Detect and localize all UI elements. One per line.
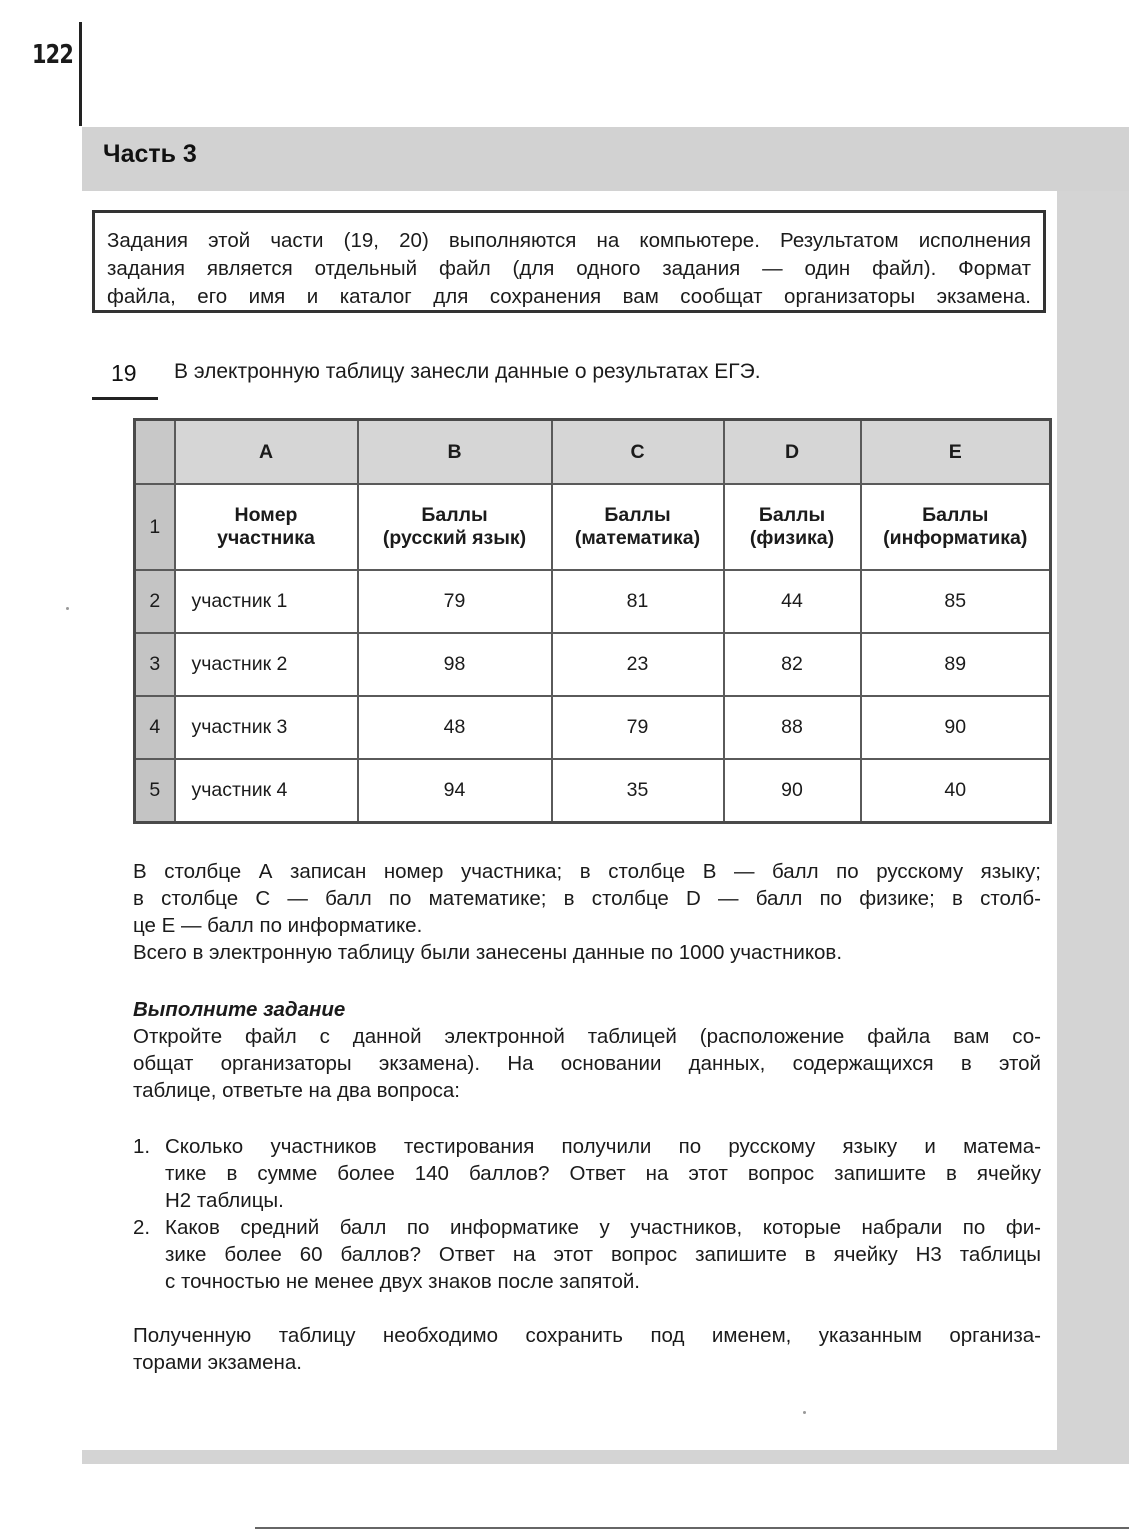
text-line: H2 таблицы. [165,1189,284,1212]
table-cell: 98 [358,633,552,696]
table-cell: 94 [358,759,552,823]
header-line: (математика) [574,527,701,549]
header-line: (информатика) [883,527,1028,549]
table-cell [552,484,724,570]
instruction-box [92,210,1046,313]
table-row [135,484,1051,570]
text-line: в столбце С — балл по математике; в столбце D — балл по физике; в столб- [133,887,1041,910]
task-number: 19 [111,360,137,386]
section-header-band [82,127,1129,191]
table-row [135,570,1051,633]
question-number: 1. [133,1135,151,1158]
table-cell [358,484,552,570]
row-number: 3 [135,633,175,696]
table-cell: 79 [358,570,552,633]
table-cell: 81 [552,570,724,633]
text-line: общат организаторы экзамена). На основании данных, содержащихся в этой [133,1052,1041,1075]
text-line: тике в сумме более 140 баллов? Ответ на этот вопрос запишите в ячейку [165,1162,1041,1185]
spreadsheet-table [133,418,1052,824]
row-number: 2 [135,570,175,633]
text-line: В столбце А записан номер участника; в столбце В — балл по русскому языку; [133,860,1041,883]
table-cell: 79 [552,696,724,759]
table-cell: 40 [861,759,1051,823]
text-line: Каков средний балл по информатике у участников, которые набрали по фи- [165,1216,1041,1239]
header-line: участника [217,527,315,549]
question-item [133,1133,1041,1214]
table-cell: участник 4 [175,759,358,823]
header-line: Баллы [604,504,671,526]
table-row [135,696,1051,759]
table-cell: 35 [552,759,724,823]
column-header: C [552,420,724,485]
table-cell: 82 [724,633,861,696]
text-line: Откройте файл с данной электронной таблицей (расположение файла вам со- [133,1025,1041,1048]
table-cell: 85 [861,570,1051,633]
header-line: (физика) [749,527,835,549]
table-cell [724,484,861,570]
instruction-line: Задания этой части (19, 20) выполняются на компьютере. Результатом исполнения [107,229,1031,252]
scan-speck [803,1411,806,1414]
text-line: Всего в электронную таблицу были занесены данные по 1000 участников. [133,941,843,964]
row-number: 1 [135,484,175,570]
instruction-line: файла, его имя и каталог для сохранения вам сообщат организаторы экзамена. [107,285,1031,308]
table-cell: участник 2 [175,633,358,696]
row-number: 4 [135,696,175,759]
header-line: Номер [234,504,298,526]
text-line: зике более 60 баллов? Ответ на этот вопрос запишите в ячейку H3 таблицы [165,1243,1041,1266]
header-line: Баллы [922,504,989,526]
table-cell: 23 [552,633,724,696]
column-header: D [724,420,861,485]
bottom-rule [255,1527,1129,1529]
closing-note [133,1322,1041,1376]
table-cell [861,484,1051,570]
task-intro: В электронную таблицу занесли данные о результатах ЕГЭ. [174,360,761,383]
row-number: 5 [135,759,175,823]
page-number: 122 [32,40,74,70]
assignment-block [133,996,1041,1104]
text-line: це Е — балл по информатике. [133,914,423,937]
corner-cell [135,420,175,485]
table-cell: 88 [724,696,861,759]
column-description [133,858,1041,966]
text-line: торами экзамена. [133,1351,302,1374]
column-header: E [861,420,1051,485]
instruction-line: задания является отдельный файл (для одного задания — один файл). Формат [107,257,1031,280]
table-cell: 48 [358,696,552,759]
scan-speck [66,607,69,610]
table-cell: 90 [861,696,1051,759]
header-line: (русский язык) [382,527,527,549]
text-line: таблице, ответьте на два вопроса: [133,1079,460,1102]
table-cell: участник 1 [175,570,358,633]
text-line: Полученную таблицу необходимо сохранить под именем, указанным организа- [133,1324,1041,1347]
question-item [133,1214,1041,1295]
text-line: Сколько участников тестирования получили по русскому языку и матема- [165,1135,1041,1158]
question-number: 2. [133,1216,151,1239]
table-cell: 90 [724,759,861,823]
assignment-heading: Выполните задание [133,998,346,1021]
column-header-row [135,420,1051,485]
table-cell: 89 [861,633,1051,696]
table-cell: 44 [724,570,861,633]
table-cell: участник 3 [175,696,358,759]
margin-rule [79,22,82,126]
text-line: с точностью не менее двух знаков после запятой. [165,1270,641,1293]
table-row [135,633,1051,696]
column-header: A [175,420,358,485]
task-number-underline [92,397,158,400]
header-line: Баллы [758,504,826,526]
table-cell [175,484,358,570]
table-row [135,759,1051,823]
section-title: Часть 3 [103,140,197,168]
header-line: Баллы [421,504,488,526]
column-header: B [358,420,552,485]
